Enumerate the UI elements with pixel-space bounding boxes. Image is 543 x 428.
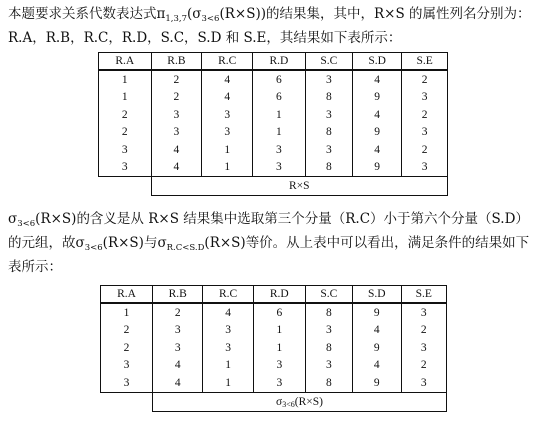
caption-spacer: [99, 177, 152, 196]
column-header: S.D: [353, 53, 402, 71]
table-cell: 1: [253, 124, 306, 142]
table-cell: 3: [402, 159, 448, 177]
table-cell: 3: [153, 339, 203, 357]
table-cell: 3: [305, 357, 352, 375]
table-cell: 3: [99, 141, 152, 159]
table-cell: 1: [253, 106, 306, 124]
column-header: S.C: [305, 286, 352, 304]
caption-spacer: [101, 392, 153, 411]
table-cell: 3: [305, 106, 352, 124]
table-cell: 3: [253, 357, 305, 375]
table-cell: 2: [151, 89, 202, 107]
column-header: R.B: [151, 53, 202, 71]
table-cell: 2: [101, 322, 153, 340]
sigma-subscript: 3<6: [17, 219, 36, 229]
sigma-subscript: 3<6: [201, 14, 220, 24]
selection-result-table: [100, 285, 447, 412]
table1-caption: R×S: [151, 177, 448, 196]
explain-text-3: 等价。从上表中可以看出，满足条件的结果如下表所示：: [8, 235, 530, 275]
table-cell: 8: [305, 124, 352, 142]
table-cell: 2: [99, 106, 152, 124]
table-row: [101, 357, 447, 375]
table-cell: 2: [99, 124, 152, 142]
column-header: R.A: [99, 53, 152, 71]
column-header: S.C: [305, 53, 352, 71]
table-cell: 8: [305, 159, 352, 177]
table-cell: 3: [203, 322, 253, 340]
explain-text-1: 的含义是从 R×S 结果集中选取第三个分量（R.C）小于第六个分量（S.D）的元组，故: [8, 211, 529, 251]
table-cell: 3: [202, 124, 253, 142]
table-cell: 4: [151, 159, 202, 177]
table-row: [99, 89, 448, 107]
table-cell: 4: [352, 322, 401, 340]
table-row: [99, 106, 448, 124]
table-cell: 8: [305, 89, 352, 107]
table-cell: 3: [401, 303, 446, 322]
table-cell: 9: [352, 303, 401, 322]
sigma-symbol-3: σ: [157, 235, 167, 251]
table-cell: 3: [305, 322, 352, 340]
explain-text-2: 与: [143, 235, 158, 251]
table-header-row: [101, 286, 447, 304]
intro-expression: (R×S)): [219, 6, 266, 22]
table-row: [99, 159, 448, 177]
table-row: [101, 322, 447, 340]
sigma-open: (σ: [187, 6, 202, 22]
table-cell: 3: [99, 159, 152, 177]
caption-sigma: σ: [276, 395, 283, 408]
column-header: S.E: [401, 286, 446, 304]
explain-expression-3: (R×S): [204, 235, 246, 251]
table-cell: 1: [203, 357, 253, 375]
pi-subscript: 1,3,7: [165, 14, 188, 24]
explain-expression-2: (R×S): [102, 235, 144, 251]
table-cell: 4: [353, 106, 402, 124]
table-cell: 1: [253, 339, 305, 357]
caption-subscript: 3<6: [282, 399, 295, 409]
table-cell: 6: [253, 89, 306, 107]
table-cell: 8: [305, 339, 352, 357]
table-row: [99, 124, 448, 142]
table-cell: 3: [253, 159, 306, 177]
cartesian-product-table: [98, 52, 448, 196]
table2-caption: [153, 392, 447, 411]
table-cell: 4: [153, 357, 203, 375]
sigma-subscript-2: 3<6: [84, 243, 103, 253]
table-cell: 6: [253, 70, 306, 89]
table-cell: 3: [202, 106, 253, 124]
table-cell: 3: [305, 70, 352, 89]
table-cell: 2: [402, 106, 448, 124]
column-header: R.A: [101, 286, 153, 304]
table-cell: 1: [99, 70, 152, 89]
table-cell: 4: [353, 70, 402, 89]
table-row: [101, 374, 447, 392]
table-cell: 3: [402, 89, 448, 107]
column-header: R.B: [153, 286, 203, 304]
table-cell: 2: [401, 357, 446, 375]
table-cell: 4: [202, 70, 253, 89]
column-header: R.C: [202, 53, 253, 71]
intro-rest: 的结果集，其中，R×S 的属性列名分别为：R.A，R.B，R.C，R.D，S.C，S.D 和 S.E，其结果如下表所示：: [8, 6, 531, 46]
sigma-subscript-3: R.C<S.D: [166, 243, 205, 253]
table-cell: 9: [353, 89, 402, 107]
table-cell: 3: [253, 141, 306, 159]
table-cell: 2: [401, 322, 446, 340]
table-cell: 1: [202, 159, 253, 177]
table-cell: 3: [151, 124, 202, 142]
column-header: R.D: [253, 53, 306, 71]
sigma-symbol-2: σ: [75, 235, 85, 251]
table-header-row: [99, 53, 448, 71]
table-cell: 9: [353, 159, 402, 177]
column-header: R.D: [253, 286, 305, 304]
table-cell: 3: [305, 141, 352, 159]
intro-lead: 本题要求关系代数表达式: [8, 6, 157, 22]
table-cell: 8: [305, 374, 352, 392]
table-cell: 3: [153, 322, 203, 340]
table-cell: 3: [253, 374, 305, 392]
table-cell: 2: [153, 303, 203, 322]
table-cell: 8: [305, 303, 352, 322]
intro-paragraph: [8, 2, 536, 50]
table-cell: 3: [101, 374, 153, 392]
table-cell: 3: [401, 374, 446, 392]
table-cell: 1: [99, 89, 152, 107]
table-cell: 1: [253, 322, 305, 340]
table-row: [99, 70, 448, 89]
table-caption-row: [99, 177, 448, 196]
column-header: R.C: [203, 286, 253, 304]
table-cell: 1: [101, 303, 153, 322]
table-row: [99, 141, 448, 159]
table-cell: 2: [402, 70, 448, 89]
table-cell: 6: [253, 303, 305, 322]
table-cell: 3: [151, 106, 202, 124]
pi-symbol: π: [156, 6, 166, 22]
table-cell: 4: [151, 141, 202, 159]
table-cell: 9: [353, 124, 402, 142]
table-cell: 2: [402, 141, 448, 159]
column-header: S.E: [402, 53, 448, 71]
table-cell: 4: [202, 89, 253, 107]
table-cell: 3: [402, 124, 448, 142]
sigma-symbol: σ: [8, 211, 18, 227]
explanation-paragraph: [8, 207, 536, 279]
table-cell: 2: [101, 339, 153, 357]
table-cell: 3: [401, 339, 446, 357]
table-cell: 9: [352, 374, 401, 392]
table-row: [101, 303, 447, 322]
table-cell: 1: [203, 374, 253, 392]
table-cell: 9: [352, 339, 401, 357]
table-cell: 4: [353, 141, 402, 159]
table-cell: 1: [202, 141, 253, 159]
table-cell: 3: [101, 357, 153, 375]
table-cell: 2: [151, 70, 202, 89]
caption-expression: (R×S): [294, 395, 323, 408]
table-cell: 4: [203, 303, 253, 322]
column-header: S.D: [352, 286, 401, 304]
explain-expression: (R×S): [35, 211, 77, 227]
table-row: [101, 339, 447, 357]
table-cell: 3: [203, 339, 253, 357]
table-cell: 4: [153, 374, 203, 392]
table-caption-row: [101, 392, 447, 411]
table-cell: 4: [352, 357, 401, 375]
